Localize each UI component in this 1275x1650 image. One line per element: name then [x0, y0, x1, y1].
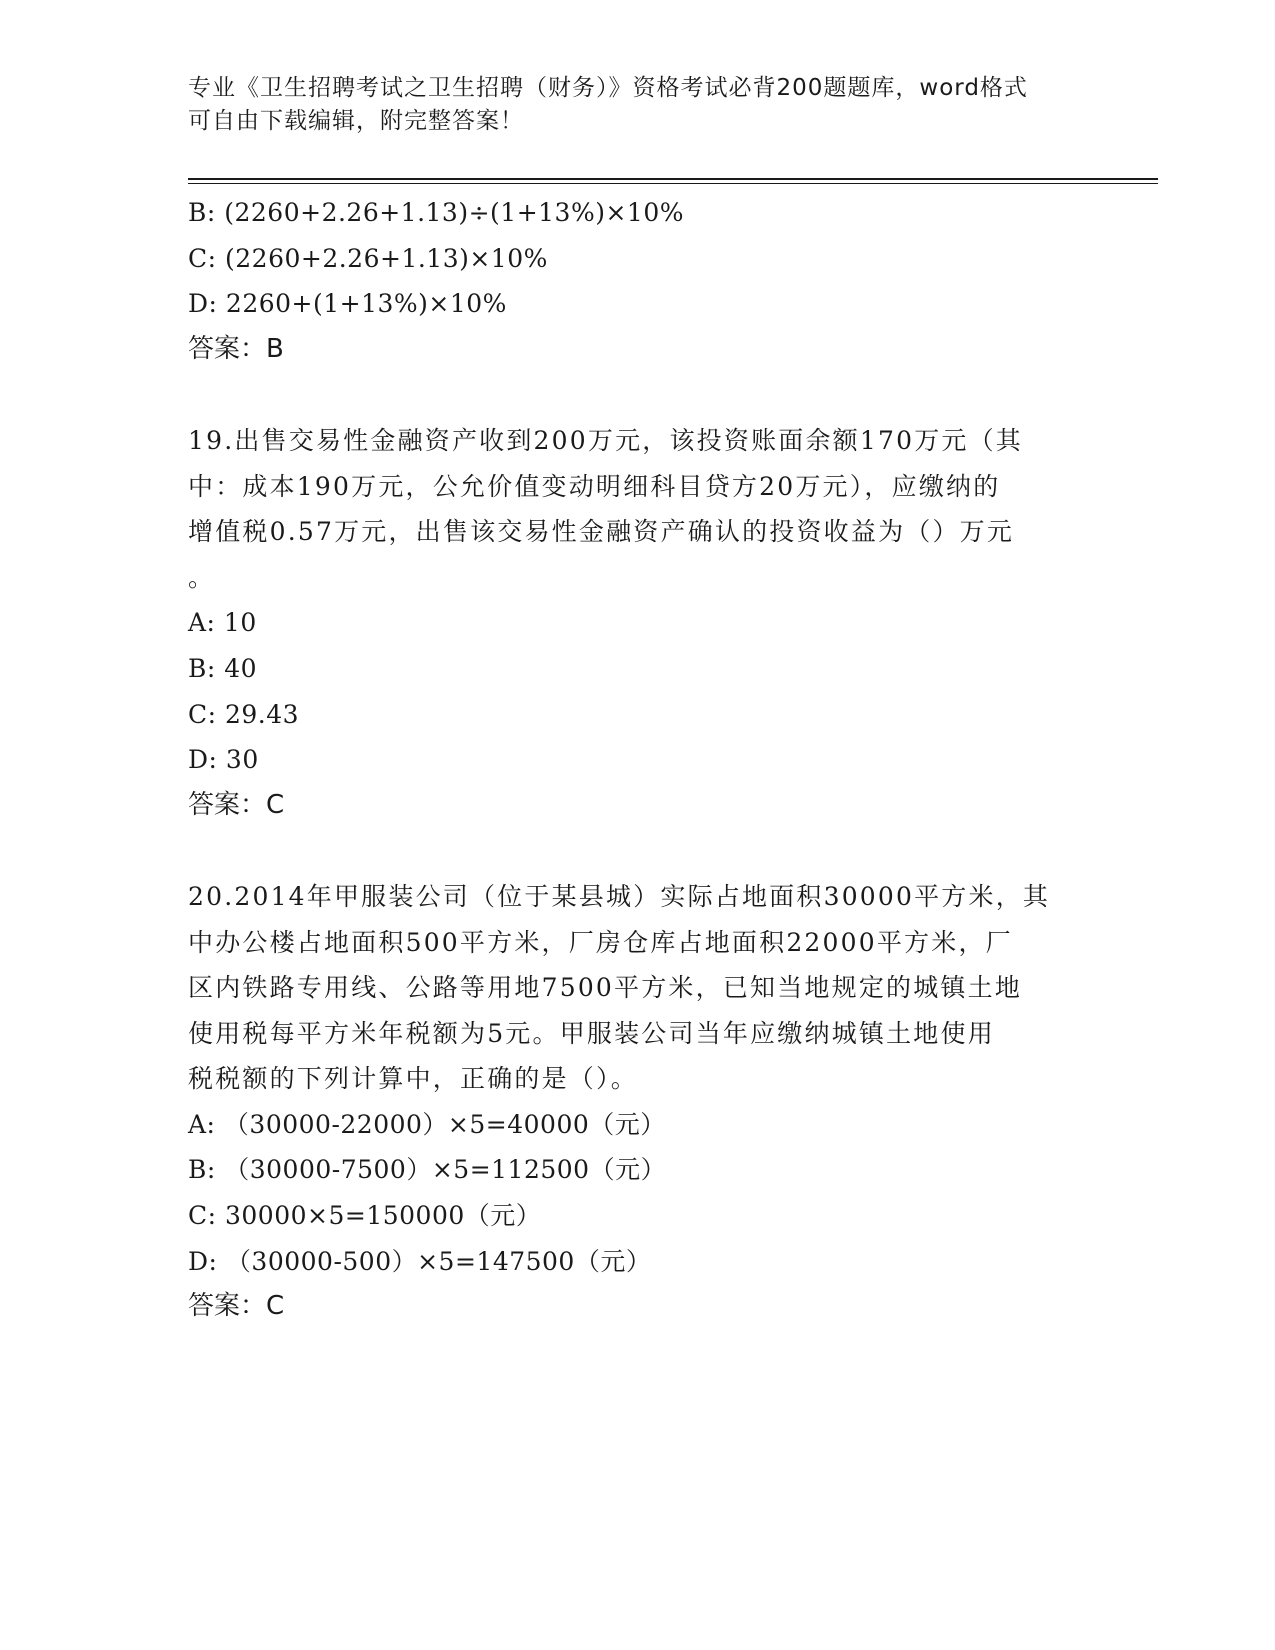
option-a: A: 10	[188, 608, 257, 638]
header-title-line-2: 可自由下载编辑，附完整答案！	[188, 108, 524, 134]
header-title-line-1: 专业《卫生招聘考试之卫生招聘（财务）》资格考试必背200题题库，word格式	[188, 75, 1028, 101]
option-a: A: （30000-22000）×5=40000（元）	[188, 1109, 666, 1139]
option-d: D: （30000-500）×5=147500（元）	[188, 1246, 652, 1276]
stem-line: 区内铁路专用线、公路等用地7500平方米，已知当地规定的城镇土地	[188, 973, 1023, 1003]
document-body	[188, 190, 1088, 1330]
question-18-continued	[188, 190, 1088, 372]
option-b: B: （30000-7500）×5=112500（元）	[188, 1155, 667, 1185]
question-stem	[188, 418, 1078, 600]
stem-line: 税税额的下列计算中，正确的是（）。	[188, 1064, 638, 1094]
option-c: C: (2260+2.26+1.13)×10%	[188, 243, 548, 273]
option-d: D: 2260+(1+13%)×10%	[188, 289, 507, 319]
stem-line: 。	[188, 562, 216, 592]
question-stem	[188, 874, 1078, 1102]
stem-line: 中办公楼占地面积500平方米，厂房仓库占地面积22000平方米，厂	[188, 927, 1013, 957]
question-19	[188, 418, 1088, 828]
question-20	[188, 874, 1088, 1330]
stem-line: 中：成本190万元，公允价值变动明细科目贷方20万元），应缴纳的	[188, 471, 1001, 501]
option-d: D: 30	[188, 745, 259, 775]
stem-line: 19.出售交易性金融资产收到200万元，该投资账面余额170万元（其	[188, 425, 1023, 455]
option-c: C: 30000×5=150000（元）	[188, 1201, 542, 1231]
answer-line: 答案：B	[188, 333, 284, 364]
option-b: B: 40	[188, 653, 258, 683]
option-b: B: (2260+2.26+1.13)÷(1+13%)×10%	[188, 198, 684, 227]
stem-line: 使用税每平方米年税额为5元。甲服装公司当年应缴纳城镇土地使用	[188, 1018, 995, 1048]
answer-line: 答案：C	[188, 1291, 285, 1322]
stem-line: 20.2014年甲服装公司（位于某县城）实际占地面积30000平方米，其	[188, 881, 1051, 911]
document-header	[188, 72, 1088, 138]
spacer	[188, 828, 1088, 874]
answer-line: 答案：C	[188, 789, 285, 820]
spacer	[188, 372, 1088, 418]
stem-line: 增值税0.57万元，出售该交易性金融资产确认的投资收益为（）万元	[188, 517, 1015, 547]
option-c: C: 29.43	[188, 699, 300, 729]
header-divider-thin	[188, 183, 1158, 184]
header-divider	[188, 178, 1158, 180]
